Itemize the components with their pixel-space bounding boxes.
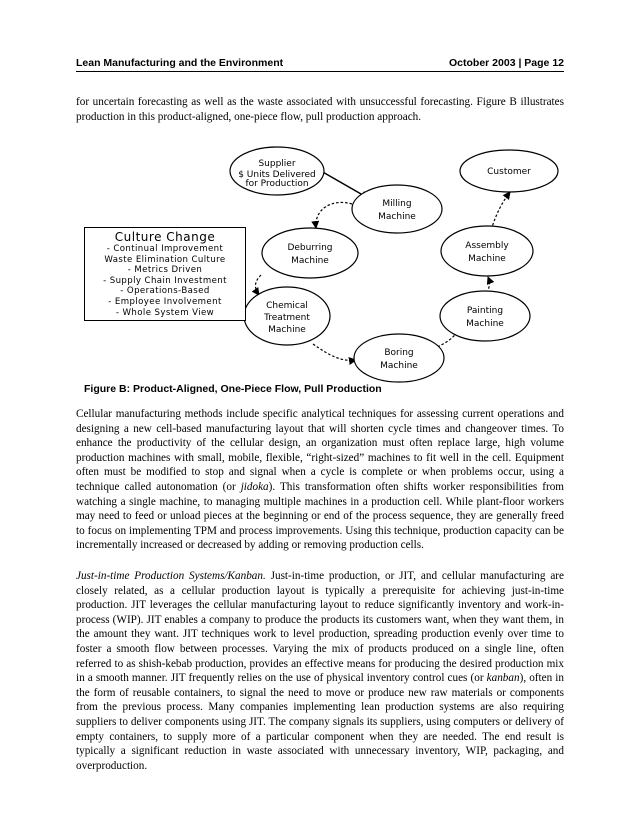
svg-text:Machine: Machine <box>291 256 329 266</box>
svg-text:Treatment: Treatment <box>264 313 310 323</box>
culture-change-box <box>84 227 246 321</box>
node-customer <box>460 150 558 192</box>
svg-text:Chemical: Chemical <box>266 301 308 311</box>
svg-text:Machine: Machine <box>468 254 506 264</box>
header-date-page: October 2003 | Page 12 <box>449 57 564 69</box>
svg-text:Assembly: Assembly <box>465 241 509 251</box>
arrow-deburring-to-chemical <box>255 275 261 295</box>
figure-caption: Figure B: Product-Aligned, One-Piece Flow, Pull Production <box>84 383 382 395</box>
svg-text:Machine: Machine <box>466 319 504 329</box>
node-chemical-treatment-machine <box>244 287 330 345</box>
paragraph-text: ), often in the form of reusable containers, to signal the need to move or produce new raw materials or components from the previous process. Many companies implementing lean production systems are also requiring suppliers to deliver components using JIT. The company signals its suppliers, using computers or delivery of empty containers, to supply more of a particular component when they are needed. The end result is typically a significant reduction in waste associated with unnecessary inventory, WIP, packaging, and overproduction. <box>76 672 564 772</box>
svg-text:Boring: Boring <box>384 348 414 358</box>
culture-change-title: Culture Change <box>114 230 216 244</box>
cellular-manufacturing-paragraph <box>76 407 564 553</box>
culture-item: - Continual Improvement <box>106 244 224 254</box>
node-assembly-machine <box>441 226 533 276</box>
svg-text:Painting: Painting <box>466 306 504 316</box>
paragraph-text: ). This transformation often shifts worker responsibilities from watching a single machine, to managing multiple machines in a production cell. While plant-floor workers may need to feed or unload pieces at the beginning or end of the process sequence, they are generally freed to focus on implementing TPM and process improvements. Using this technique, production capacity can be incrementally increased or decreased by adding or removing production cells. <box>76 480 564 552</box>
culture-item: - Metrics Driven <box>127 265 203 276</box>
section-heading: Just-in-time Production Systems/Kanban. <box>76 570 266 582</box>
culture-item: - Whole System View <box>115 307 215 318</box>
culture-item: - Employee Involvement <box>108 296 222 307</box>
culture-item: - Operations-Based <box>120 286 210 297</box>
svg-text:Deburring: Deburring <box>287 243 333 253</box>
jit-kanban-paragraph <box>76 569 564 773</box>
svg-text:Customer: Customer <box>487 167 531 177</box>
jidoka-term: jidoka <box>240 480 269 493</box>
svg-text:Supplier: Supplier <box>258 159 296 169</box>
intro-paragraph: for uncertain forecasting as well as the waste associated with unsuccessful forecasting. Figure B illustrates production in this product-aligned, one-piece flow, pull production approach. <box>76 96 564 123</box>
node-milling-machine <box>352 185 442 233</box>
arrow-chemical-to-boring <box>313 344 356 360</box>
page-header <box>76 57 564 72</box>
arrow-milling-to-deburring <box>316 202 352 228</box>
header-title: Lean Manufacturing and the Environment <box>76 57 284 69</box>
kanban-term: kanban <box>486 672 520 685</box>
node-boring-machine <box>354 334 444 382</box>
paragraph-text: Cellular manufacturing methods include specific analytical techniques for assessing current operations and designing a new cell-based manufacturing layout that will shorten cycle times and changeover times. To enhance the productivity of the cellular design, an organization must often replace large, high volume production machines with small, mobile, flexible, “right-sized” machines to fit well in the cell. Equipment often must be modified to stop and signal when a cycle is complete or when problems occur, using a technique called autonomation (or <box>76 408 564 493</box>
svg-text:Machine: Machine <box>380 361 418 371</box>
svg-text:$ Units Delivered: $ Units Delivered <box>238 170 316 180</box>
svg-text:Milling: Milling <box>382 199 412 209</box>
paragraph-text: Just-in-time production, or JIT, and cellular manufacturing are closely related, as a cellular production layout is typically a prerequisite for achieving just-in-time production. JIT leverages the cellular manufacturing layout to reduce significantly inventory and work-in-process (WIP). JIT enables a company to produce the products its customers want, when they want them, in the amount they want. JIT techniques work to level production, spreading production evenly over time to foster a smooth flow between processes. Varying the mix of products produced on a single line, often referred to as shish-kebab production, provides an effective means for producing the desired production mix in a smooth manner. JIT frequently relies on the use of physical inventory control cues (or <box>76 570 564 685</box>
svg-text:Machine: Machine <box>378 212 416 222</box>
culture-item: Waste Elimination Culture <box>104 254 226 265</box>
node-supplier <box>230 147 324 195</box>
svg-text:for Production: for Production <box>245 179 309 189</box>
node-painting-machine <box>440 291 530 341</box>
culture-item: - Supply Chain Investment <box>103 275 227 286</box>
node-deburring-machine <box>262 228 358 278</box>
svg-text:Machine: Machine <box>268 325 306 335</box>
